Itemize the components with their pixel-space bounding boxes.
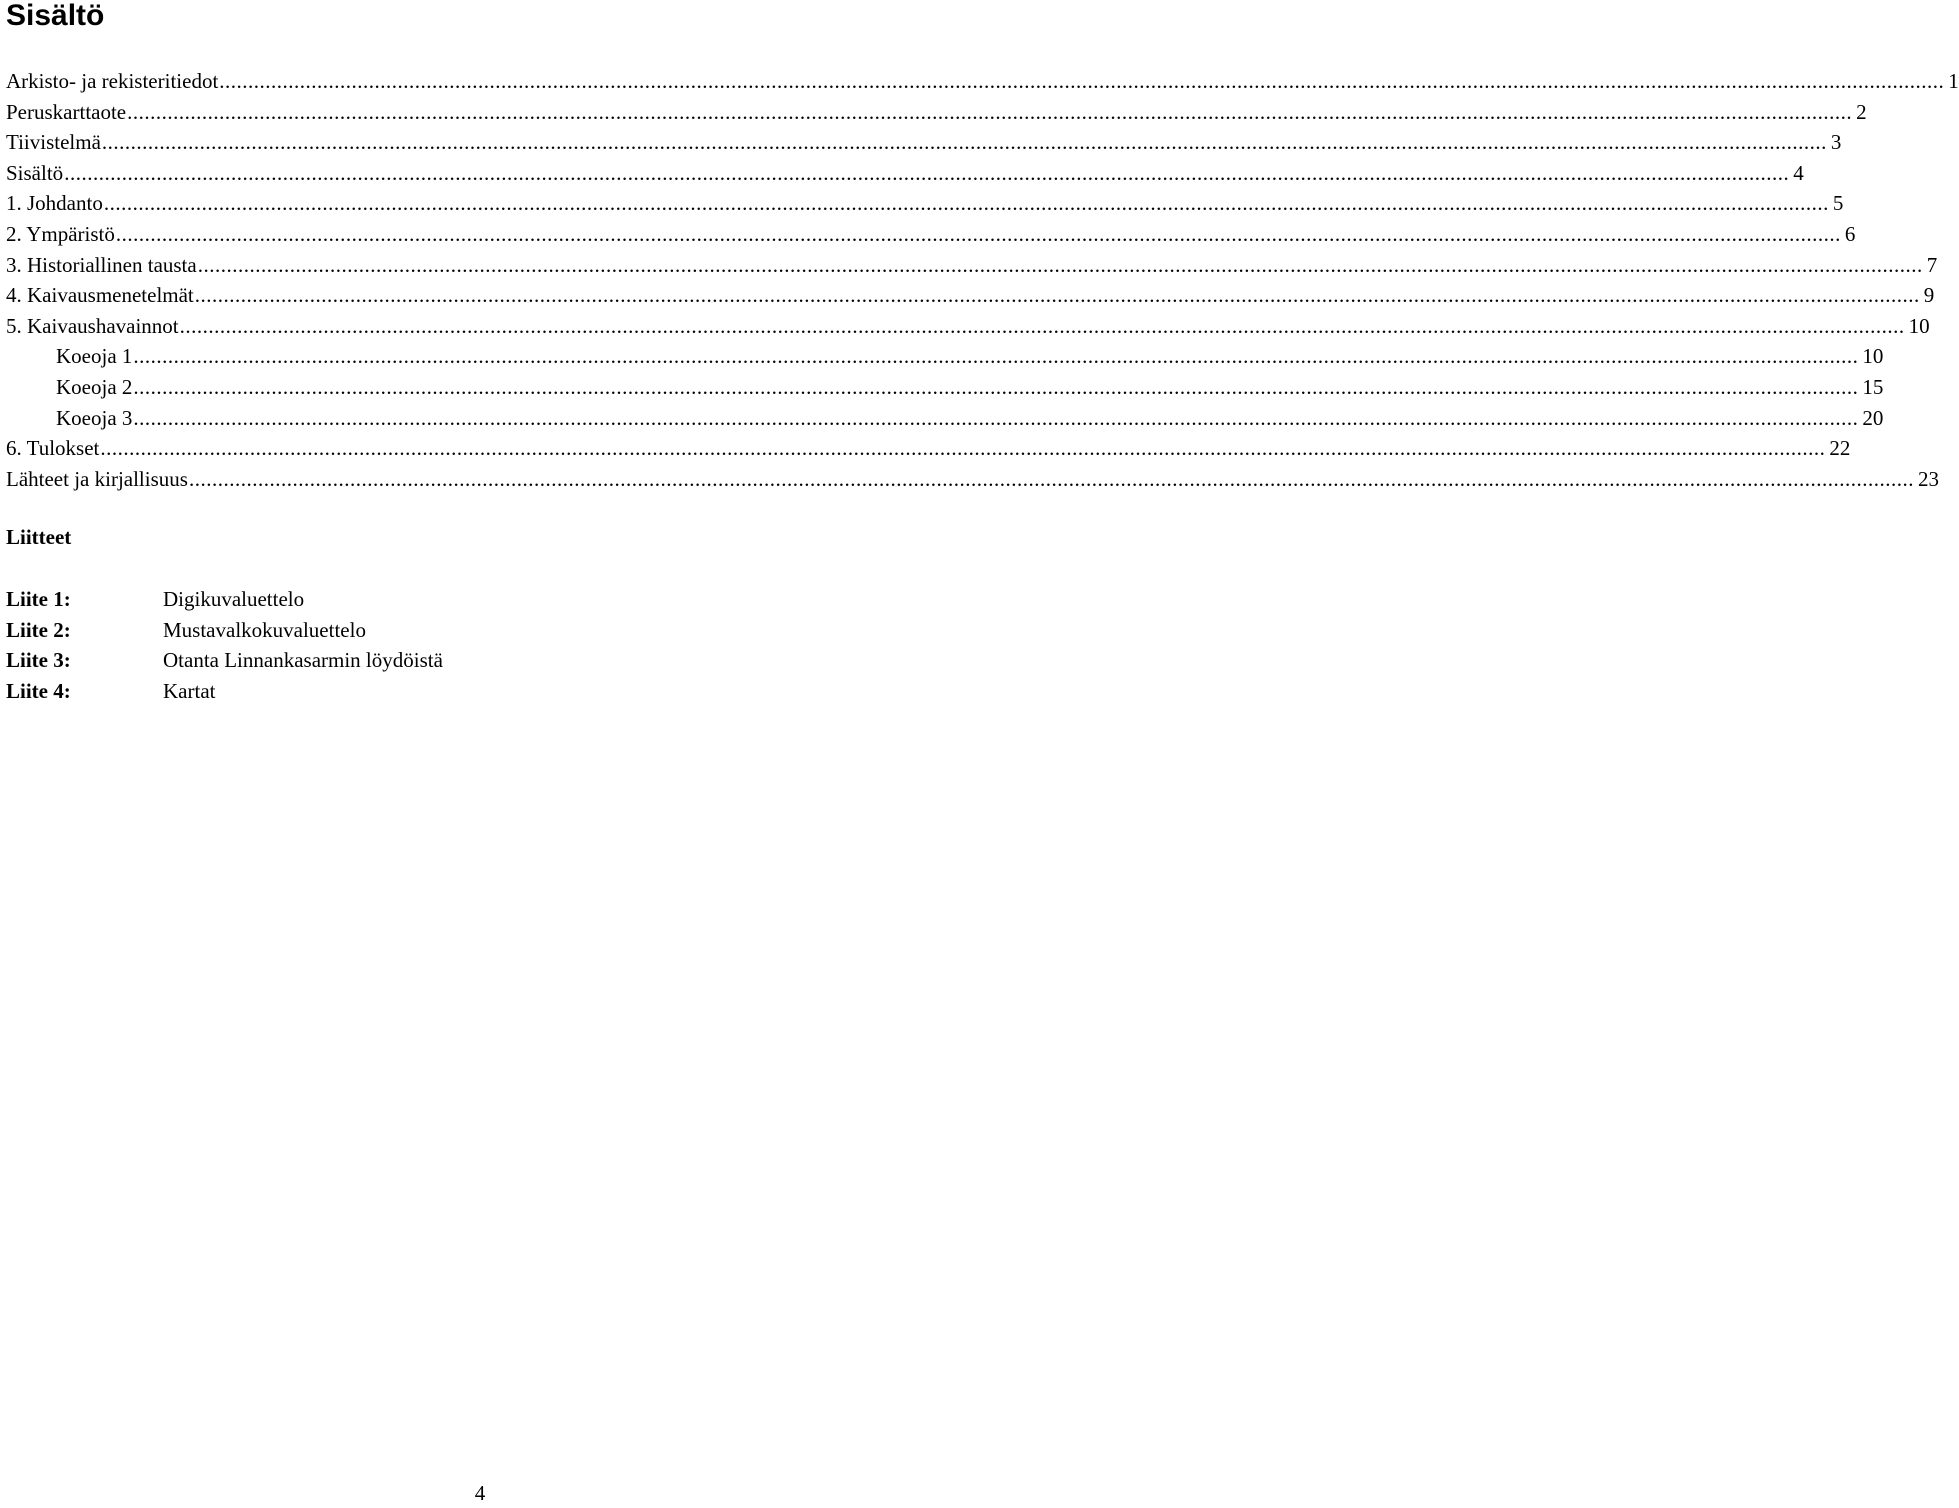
appendix-list [6,584,443,706]
appendix-label: Liite 2: [6,617,71,642]
toc-entry-label: 2. Ympäristö [6,221,115,246]
toc-dot-leader: ............................................................................................................................................................................................................................................................................................................ [179,313,1905,338]
toc-entry-page: 2 [1856,99,1867,124]
toc-entry[interactable] [6,250,1938,281]
toc-dot-leader: ............................................................................................................................................................................................................................................................................................................ [219,69,1945,93]
toc-entry-label: 4. Kaivausmenetelmät [6,283,194,308]
appendix-label: Liite 4: [6,678,71,703]
toc-entry-page: 15 [1862,374,1884,399]
toc-dot-leader: ............................................................................................................................................................................................................................................................................................................ [115,221,1841,246]
appendix-label: Liite 1: [6,587,71,611]
toc-entry[interactable] [6,311,1930,342]
appendix-entry [6,584,443,615]
toc-entry-page: 4 [1793,160,1804,185]
toc-entry[interactable] [6,219,1856,250]
toc-dot-leader: ............................................................................................................................................................................................................................................................................................................ [127,99,1853,124]
table-of-contents [6,66,1959,494]
toc-entry-label: Arkisto- ja rekisteritiedot [6,69,219,93]
toc-entry-label: Koeoja 2 [56,374,133,399]
toc-entry-page: 10 [1862,344,1884,369]
toc-entry[interactable] [6,372,1884,403]
appendix-title: Kartat [163,678,216,703]
appendix-entry [6,645,443,676]
toc-entry-label: Lähteet ja kirjallisuus [6,466,188,491]
toc-dot-leader: ............................................................................................................................................................................................................................................................................................................ [133,344,1859,369]
appendix-title: Mustavalkokuvaluettelo [163,617,366,642]
toc-entry-label: 5. Kaivaushavainnot [6,313,179,338]
toc-entry-page: 9 [1923,283,1935,308]
toc-entry[interactable] [6,158,1804,189]
page-number: 4 [474,1481,486,1505]
toc-entry-page: 10 [1908,313,1930,338]
toc-dot-leader: ............................................................................................................................................................................................................................................................................................................ [101,130,1827,155]
toc-entry[interactable] [6,403,1884,434]
appendix-entry [6,676,443,707]
toc-entry[interactable] [6,188,1844,219]
toc-entry[interactable] [6,433,1851,464]
toc-entry[interactable] [6,66,1959,97]
toc-entry-label: 1. Johdanto [6,191,103,216]
toc-entry-page: 20 [1862,405,1884,430]
toc-entry-page: 3 [1830,130,1842,155]
toc-dot-leader: ............................................................................................................................................................................................................................................................................................................ [103,191,1829,216]
appendices-heading: Liitteet [6,525,72,549]
toc-entry-page: 6 [1844,221,1856,246]
appendix-entry [6,615,443,646]
toc-entry-page: 22 [1829,436,1851,461]
toc-entry-label: 6. Tulokset [6,436,100,461]
toc-entry-page: 7 [1926,252,1938,277]
toc-dot-leader: ............................................................................................................................................................................................................................................................................................................ [197,252,1923,277]
toc-dot-leader: ............................................................................................................................................................................................................................................................................................................ [64,160,1790,185]
toc-entry-label: Peruskarttaote [6,99,127,124]
toc-entry-label: 3. Historiallinen tausta [6,252,197,277]
toc-entry[interactable] [6,464,1939,495]
page-title: Sisältö [6,0,105,32]
appendix-title: Otanta Linnankasarmin löydöistä [163,648,443,672]
toc-dot-leader: ............................................................................................................................................................................................................................................................................................................ [188,466,1914,491]
toc-entry-page: 1 [1948,69,1959,93]
toc-entry-label: Tiivistelmä [6,130,101,155]
toc-dot-leader: ............................................................................................................................................................................................................................................................................................................ [133,405,1859,430]
toc-entry-label: Sisältö [6,160,64,185]
toc-dot-leader: ............................................................................................................................................................................................................................................................................................................ [133,374,1859,399]
toc-entry[interactable] [6,280,1935,311]
appendix-title: Digikuvaluettelo [163,587,305,611]
appendix-label: Liite 3: [6,648,71,672]
toc-entry[interactable] [6,341,1884,372]
toc-dot-leader: ............................................................................................................................................................................................................................................................................................................ [194,283,1920,308]
toc-entry[interactable] [6,97,1867,128]
toc-entry-label: Koeoja 3 [56,405,133,430]
toc-dot-leader: ............................................................................................................................................................................................................................................................................................................ [100,436,1826,461]
toc-entry-page: 23 [1917,466,1939,491]
toc-entry-label: Koeoja 1 [56,344,133,369]
toc-entry[interactable] [6,127,1842,158]
toc-entry-page: 5 [1832,191,1844,216]
